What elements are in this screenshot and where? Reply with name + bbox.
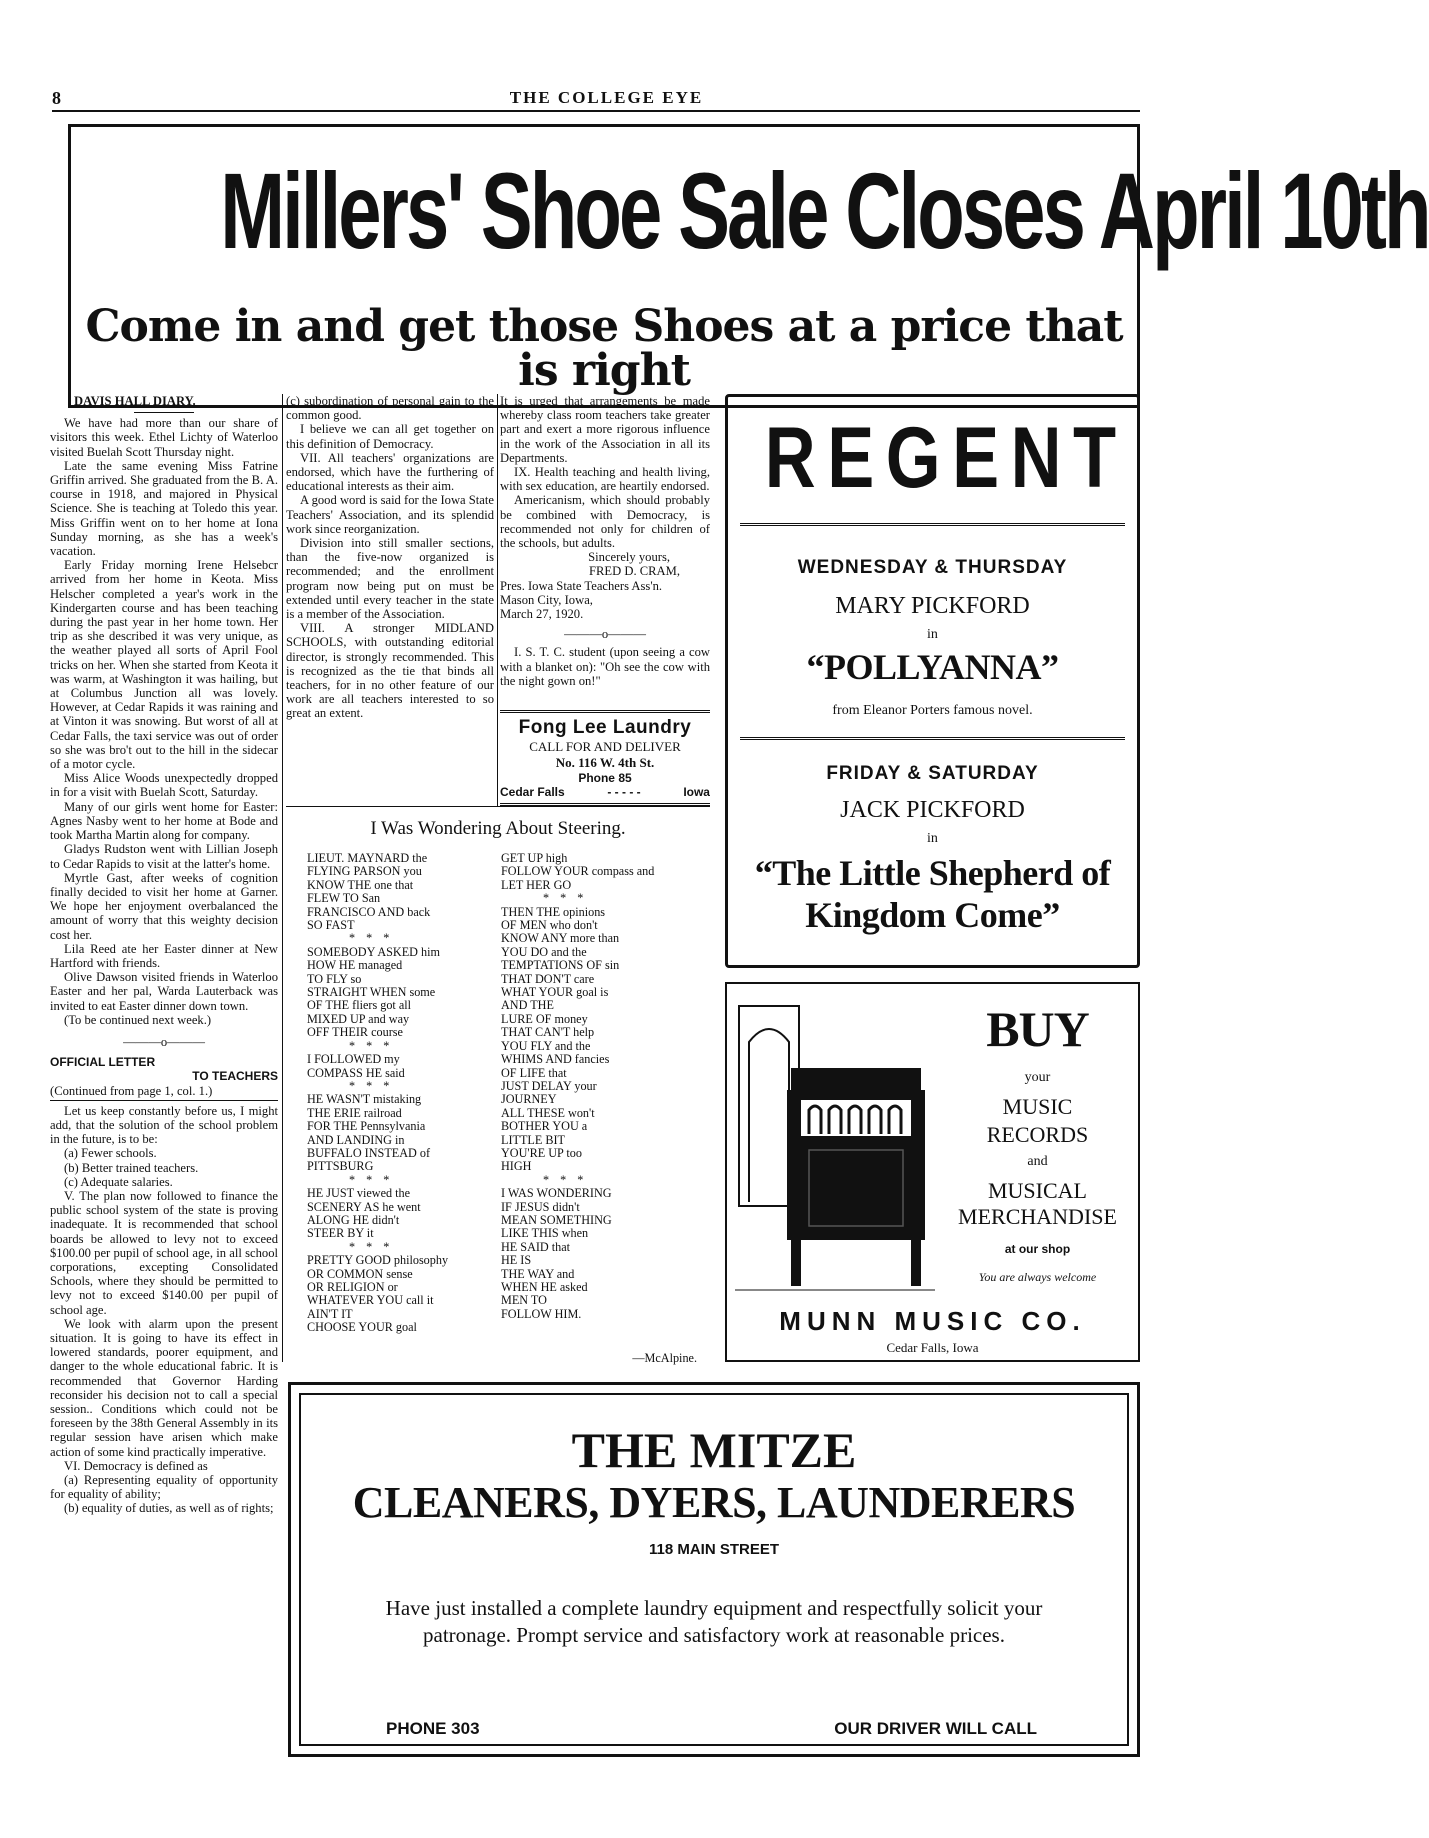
diary-paragraph: Miss Alice Woods unexpectedly dropped in for a visit with Buelah Scott, Saturday. xyxy=(50,771,278,800)
poem xyxy=(283,818,713,1366)
letter-paragraph: VIII. A stronger MIDLAND SCHOOLS, with outstanding editorial director, is strongly recommended. This is recognized as the tie that binds all teachers, for in no other feature of our work are all teachers interested to so great an extent. xyxy=(286,621,494,721)
mitze-phone: PHONE 303 xyxy=(386,1719,480,1738)
poem-line: OR COMMON sense xyxy=(307,1266,413,1281)
poem-line: GET UP high xyxy=(501,851,568,865)
poem-line: PITTSBURG xyxy=(307,1159,374,1174)
poem-line: LURE OF money xyxy=(501,1011,588,1026)
poem-line: HOW HE managed xyxy=(307,958,403,973)
poem-top-rule xyxy=(286,806,710,807)
letter-paragraph: V. The plan now followed to finance the public school system of the state is proving inadequate. It is recommended that school boards be allowed to levy not to exceed $100.00 per pupil of school age, in all school corporations, excepting Consolidated Schools, where they should be permitted to levy not to exceed $140.00 per pupil of school age. xyxy=(50,1188,278,1317)
regent-film-2a: “The Little Shepherd of xyxy=(754,853,1111,893)
poem-title: I Was Wondering About Steering. xyxy=(370,818,626,839)
poem-line: BUFFALO INSTEAD of xyxy=(307,1145,431,1160)
poem-line: HIGH xyxy=(501,1159,532,1174)
munn-music-ad xyxy=(725,982,1140,1362)
poem-star-divider: * * * xyxy=(543,1172,588,1187)
poem-line: OF MEN who don't xyxy=(501,918,598,933)
letter-closing: Sincerely yours, xyxy=(588,550,670,565)
letter-paragraph: (a) Representing equality of opportunity for equality of ability; xyxy=(50,1473,278,1502)
millers-headline: Millers' Shoe Sale Closes April 10th xyxy=(220,150,1429,271)
poem-line: SO FAST xyxy=(307,918,355,933)
mitze-subtitle: CLEANERS, DYERS, LAUNDERERS xyxy=(352,1478,1076,1527)
poem-right-column xyxy=(501,852,711,1321)
diary-paragraph: Gladys Rudston went with Lillian Joseph to Cedar Rapids to visit at the latter's home. xyxy=(50,842,278,871)
diary-paragraph: Lila Reed ate her Easter dinner at New Hartford with friends. xyxy=(50,941,278,970)
poem-line: LIEUT. MAYNARD the xyxy=(307,851,428,865)
diary-paragraph: Myrtle Gast, after weeks of cognition finally decided to visit her home at Garner. We hope her enjoyment overbalanced the amount of worry that this weighty decision cost her. xyxy=(50,870,278,942)
poem-line: CHOOSE YOUR goal xyxy=(307,1320,417,1335)
regent-star-1: MARY PICKFORD xyxy=(835,593,1030,619)
poem-line: I FOLLOWED my xyxy=(307,1052,400,1067)
millers-subline: Come in and get those Shoes at a price that is right xyxy=(85,301,1123,396)
letter-paragraph: We look with alarm upon the present situation. It is going to have its effect in lowered standards, poorer equipment, and danger to the whole educational fabric. It is recommended that Governor Harding reconsider his decision not to call a special session.. Conditions which could not be foreseen by the 38th General Assembly in its regular session have arisen which make action of some kind practically imperative. xyxy=(50,1316,278,1459)
diary-paragraph: We have had more than our share of visitors this week. Ethel Lichty of Waterloo visited Buelah Scott Thursday night. xyxy=(50,416,278,459)
poem-line: SCENERY AS he went xyxy=(307,1199,421,1214)
page-number: 8 xyxy=(52,88,61,108)
mitze-title: THE MITZE xyxy=(571,1422,857,1478)
mitze-cleaners-ad xyxy=(288,1382,1140,1757)
regent-star-2: JACK PICKFORD xyxy=(840,797,1025,823)
letter-date: March 27, 1920. xyxy=(500,607,584,622)
poem-line: WHIMS AND fancies xyxy=(501,1052,610,1067)
poem-author: —McAlpine. xyxy=(632,1351,697,1365)
header-rule xyxy=(52,110,1140,112)
poem-line: FLYING PARSON you xyxy=(307,864,422,879)
regent-film-2b: Kingdom Come” xyxy=(805,895,1060,935)
fong-lee-dashes: - - - - - xyxy=(607,785,641,799)
poem-line: THAT CAN'T help xyxy=(501,1025,595,1040)
letter-paragraph: I believe we can all get together on this definition of Democracy. xyxy=(286,422,494,451)
heading-rule xyxy=(134,412,194,413)
poem-line: JUST DELAY your xyxy=(501,1078,597,1093)
poem-line: STEER BY it xyxy=(307,1226,374,1241)
poem-line: JOURNEY xyxy=(501,1092,557,1107)
poem-line: WHEN HE asked xyxy=(501,1280,588,1294)
poem-line: YOU'RE UP too xyxy=(501,1145,582,1160)
poem-star-divider: * * * xyxy=(349,1038,394,1053)
poem-line: YOU DO and the xyxy=(501,944,587,959)
poem-line: OR RELIGION or xyxy=(307,1280,398,1294)
poem-line: OFF THEIR course xyxy=(307,1025,403,1040)
diary-paragraph: Many of our girls went home for Easter: Agnes Nasby went to her home at Bode and took Martha Martin along for company. xyxy=(50,799,278,843)
poem-line: MEN TO xyxy=(501,1293,547,1308)
munn-name: MUNN MUSIC CO. xyxy=(779,1306,1086,1336)
fong-lee-state: Iowa xyxy=(683,785,710,799)
mitze-body: Have just installed a complete laundry equipment and respectfully solicit your patronage. Prompt service and satisfactory work at reasonable prices. xyxy=(385,1596,1043,1647)
fong-lee-address: No. 116 W. 4th St. xyxy=(555,755,655,770)
letter-paragraph: IX. Health teaching and health living, with sex education, are heartily endorsed. xyxy=(500,465,710,494)
poem-star-divider: * * * xyxy=(349,931,394,946)
poem-line: LITTLE BIT xyxy=(501,1132,565,1147)
letter-paragraph: (b) Better trained teachers. xyxy=(64,1160,199,1175)
ad-rule xyxy=(740,523,1125,528)
mitze-address: 118 MAIN STREET xyxy=(648,1541,780,1558)
letter-signer-title: Pres. Iowa State Teachers Ass'n. xyxy=(500,578,663,593)
poem-line: FOLLOW HIM. xyxy=(501,1306,582,1321)
poem-line: HE IS xyxy=(501,1253,532,1268)
munn-and: and xyxy=(1027,1154,1048,1169)
letter-paragraph: VI. Democracy is defined as xyxy=(64,1458,208,1473)
poem-line: AND THE xyxy=(501,998,554,1013)
poem-star-divider: * * * xyxy=(349,1172,394,1187)
poem-line: TEMPTATIONS OF sin xyxy=(501,958,620,973)
munn-welcome: You are always welcome xyxy=(978,1270,1097,1284)
munn-music: MUSIC xyxy=(1002,1094,1073,1119)
fong-lee-city-line xyxy=(500,785,710,799)
fong-lee-name: Fong Lee Laundry xyxy=(518,717,692,738)
separator: ———o——— xyxy=(123,1034,205,1049)
poem-star-divider: * * * xyxy=(349,1239,394,1254)
letter-heading-2: TO TEACHERS xyxy=(192,1069,278,1084)
regent-days-2: FRIDAY & SATURDAY xyxy=(826,763,1039,784)
millers-shoe-ad xyxy=(68,124,1429,408)
fong-lee-city: Cedar Falls xyxy=(500,785,565,799)
poem-line: HE JUST viewed the xyxy=(307,1186,411,1201)
heading-rule xyxy=(50,1100,278,1101)
diary-continued: (To be continued next week.) xyxy=(64,1012,212,1027)
poem-left-column xyxy=(307,852,507,1335)
poem-line: THAT DON'T care xyxy=(501,971,595,986)
letter-continued-from: (Continued from page 1, col. 1.) xyxy=(50,1083,213,1098)
column-divider xyxy=(497,394,498,806)
davis-diary-heading: DAVIS HALL DIARY. xyxy=(74,394,196,408)
munn-records: RECORDS xyxy=(986,1122,1089,1147)
poem-line: AIN'T IT xyxy=(307,1306,353,1321)
letter-paragraph: It is urged that arrangements be made whereby class room teachers take greater part and exert a more rigorous influence in the work of the Association in all its Departments. xyxy=(500,394,710,465)
poem-line: THE WAY and xyxy=(501,1266,575,1281)
poem-line: YOU FLY and the xyxy=(501,1038,591,1053)
munn-your: your xyxy=(1024,1070,1051,1085)
regent-from-1: from Eleanor Porters famous novel. xyxy=(832,703,1033,718)
poem-star-divider: * * * xyxy=(349,1078,394,1093)
letter-paragraph: VII. All teachers' organizations are endorsed, which have the furthering of educational interests as their aim. xyxy=(286,450,494,494)
column-3 xyxy=(500,394,710,688)
regent-in-1: in xyxy=(927,627,938,642)
munn-buy: BUY xyxy=(986,1001,1089,1057)
diary-paragraph: Late the same evening Miss Fatrine Griffin arrived. She graduated from the B. A. course in 1918, and majored in Physical Science. She is teaching at Toledo this year. Miss Griffin went on to her home at Iona Sunday morning, as she has a week's vacation. xyxy=(50,458,278,559)
poem-line: THEN THE opinions xyxy=(501,904,606,919)
poem-line: FOLLOW YOUR compass and xyxy=(501,864,655,879)
poem-line: HE WASN'T mistaking xyxy=(307,1092,422,1107)
poem-line: MIXED UP and way xyxy=(307,1011,410,1026)
letter-signer: FRED D. CRAM, xyxy=(589,564,680,579)
poem-line: AND LANDING in xyxy=(307,1132,405,1147)
mitze-driver: OUR DRIVER WILL CALL xyxy=(834,1719,1037,1738)
letter-paragraph: (c) subordination of personal gain to the common good. xyxy=(286,394,494,423)
poem-line: WHATEVER YOU call it xyxy=(307,1293,434,1308)
munn-at-shop: at our shop xyxy=(1004,1242,1071,1256)
joke: I. S. T. C. student (upon seeing a cow with a blanket on): "Oh see the cow with the night gown on!" xyxy=(500,645,710,688)
fong-lee-phone: Phone 85 xyxy=(578,771,632,785)
separator: ———o——— xyxy=(564,627,646,642)
poem-line: COMPASS HE said xyxy=(307,1065,405,1080)
fong-lee-service: CALL FOR AND DELIVER xyxy=(529,739,681,754)
poem-line: STRAIGHT WHEN some xyxy=(307,985,436,1000)
letter-place: Mason City, Iowa, xyxy=(500,592,593,607)
poem-line: IF JESUS didn't xyxy=(501,1199,580,1214)
poem-line: WHAT YOUR goal is xyxy=(501,985,609,1000)
diary-paragraph: Olive Dawson visited friends in Waterloo Easter and her pal, Warda Lauterback was invited to eat Easter dinner down town. xyxy=(50,970,278,1013)
letter-paragraph: (a) Fewer schools. xyxy=(64,1146,157,1161)
regent-in-2: in xyxy=(927,831,938,846)
poem-line: BOTHER YOU a xyxy=(501,1119,588,1134)
munn-musical: MUSICAL xyxy=(987,1178,1087,1203)
fong-lee-ad xyxy=(500,710,710,806)
poem-line: ALONG HE didn't xyxy=(307,1212,400,1227)
munn-location: Cedar Falls, Iowa xyxy=(886,1340,979,1355)
poem-line: HE SAID that xyxy=(501,1239,571,1254)
letter-paragraph: Let us keep constantly before us, I might add, that the solution of the school problem in the future, is to be: xyxy=(50,1103,278,1147)
poem-line: I WAS WONDERING xyxy=(501,1186,612,1201)
column-2 xyxy=(286,394,494,721)
poem-line: ALL THESE won't xyxy=(501,1105,595,1120)
column-1 xyxy=(50,394,278,1516)
poem-line: OF LIFE that xyxy=(501,1065,567,1080)
poem-line: PRETTY GOOD philosophy xyxy=(307,1253,449,1268)
poem-star-divider: * * * xyxy=(543,891,588,906)
regent-theater-ad xyxy=(725,394,1140,968)
letter-paragraph: (b) equality of duties, as well as of rights; xyxy=(64,1501,274,1516)
letter-paragraph: Americanism, which should probably be combined with Democracy, is recommended not only for children of the schools, but adults. xyxy=(500,493,710,551)
munn-merchandise: MERCHANDISE xyxy=(958,1204,1117,1229)
poem-line: KNOW ANY more than xyxy=(501,931,620,946)
ad-rule xyxy=(500,710,710,713)
letter-paragraph: A good word is said for the Iowa State Teachers' Association, and its splendid work since reorganization. xyxy=(286,493,494,536)
phonograph-illustration xyxy=(735,1002,935,1298)
poem-line: FLEW TO San xyxy=(307,891,381,906)
letter-paragraph: Division into still smaller sections, than the five-now organized is recommended; and the enrollment program now being put on must be extended until every teacher in the state is a member of the Association. xyxy=(286,536,494,622)
poem-line: THE ERIE railroad xyxy=(307,1105,402,1120)
poem-line: LET HER GO xyxy=(501,877,572,892)
letter-heading-1: OFFICIAL LETTER xyxy=(50,1055,156,1070)
paper-title: THE COLLEGE EYE xyxy=(509,88,704,107)
ad-rule xyxy=(740,737,1125,742)
regent-title: REGENT xyxy=(764,410,1128,506)
poem-line: FOR THE Pennsylvania xyxy=(307,1119,426,1134)
poem-line: MEAN SOMETHING xyxy=(501,1212,612,1227)
poem-line: OF THE fliers got all xyxy=(307,998,412,1013)
poem-line: LIKE THIS when xyxy=(501,1226,589,1241)
poem-line: TO FLY so xyxy=(307,971,362,986)
letter-paragraph: (c) Adequate salaries. xyxy=(64,1174,173,1189)
poem-line: KNOW THE one that xyxy=(307,877,414,892)
poem-line: FRANCISCO AND back xyxy=(307,904,431,919)
regent-days-1: WEDNESDAY & THURSDAY xyxy=(797,557,1068,578)
regent-film-1: “POLLYANNA” xyxy=(806,647,1059,687)
diary-paragraph: Early Friday morning Irene Helsebcr arrived from her home in Keota. Miss Helscher completed a year's work in the Kindergarten course and has been teaching during the past year in her home town. Her trip as she described it was very unique, as the weather played all sorts of April Fool tricks on her. When she started from Keota it was warm, at Washington it was hailing, but at Columbus Junction all was lovely. However, at Cedar Rapids it was raining and at Vinton it was snowing. But worst of all at Cedar Falls, the taxi service was out of order so she was bro't out to the hill in the sidecar of a motor cycle. xyxy=(50,558,278,772)
poem-line: SOMEBODY ASKED him xyxy=(307,944,440,959)
